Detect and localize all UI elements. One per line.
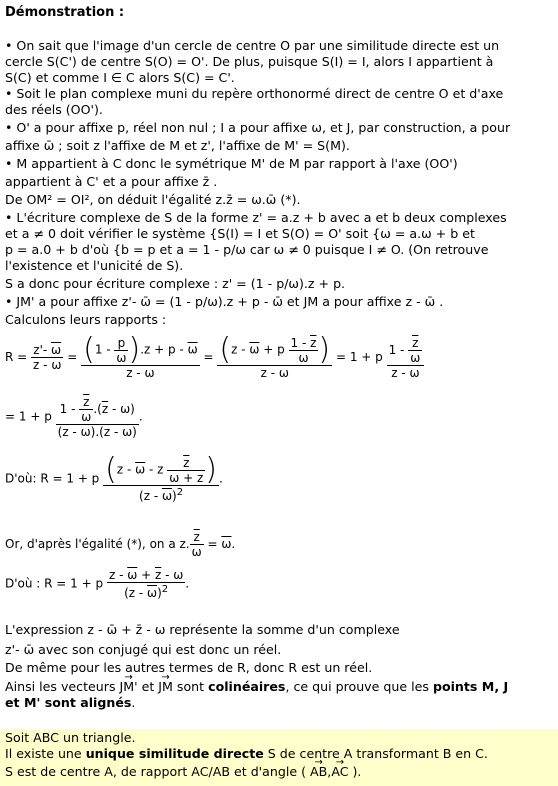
vector-jm: → JM <box>158 679 173 695</box>
text-line: • M appartient à C donc le symétrique M' de M par rapport à l'axe (OO') <box>5 156 458 171</box>
equation-3: D'où: R = 1 + p ($z - \overline{\omega}$ - z $\frac{\overline{z}}{\omega + z}$ ) $(z - \overline{\omega})^2$ . <box>5 452 223 503</box>
equals: = <box>203 350 214 364</box>
text-line: l'existence et l'unicité de S). <box>5 258 184 273</box>
equals: = <box>67 350 78 364</box>
text-line: S a donc pour écriture complexe : z' = (1 - p/ω).z + p. <box>5 276 346 291</box>
or-text: Or, d'après l'égalité (*), on a z. <box>5 537 190 551</box>
dou-label: D'où : R = 1 + p <box>5 576 104 591</box>
conclusion-text: , ce qui prouve que les <box>285 679 429 694</box>
conclusion-text: . <box>131 695 136 710</box>
text-line: • On sait que l'image d'un cercle de centre O par une similitude directe est un <box>5 38 500 53</box>
text-line: • Soit le plan complexe muni du repère orthonormé direct de centre O et d'axe <box>5 86 504 101</box>
box-text: S de centre A transformant B en C. <box>267 746 488 761</box>
text-line: Calculons leurs rapports : <box>5 312 167 327</box>
fraction: $\frac{z'- \overline{\omega}}{z - \overline{\omega}}$ <box>33 343 62 372</box>
text-line: cercle S(C') de centre S(O) = O'. De plus, puisque S(I) = I, alors I appartient à <box>5 54 494 69</box>
vector-ab: → AB <box>310 764 327 780</box>
box-text: ). <box>352 764 362 779</box>
text-line: affixe ω̄ ; soit z l'affixe de M et z', l'affixe de M' = S(M). <box>5 138 350 153</box>
conclusion-bold: et M' sont alignés <box>5 695 132 710</box>
fraction: ($z - \overline{\omega}$ - z $\frac{\overline{z}}{\omega + z}$ ) $(z - \overline{\omega})^2$ <box>105 452 218 503</box>
equation-4: D'où : R = 1 + p $\frac{z - \overline{\omega} + \overline{z} - \omega}{(z - \overline{\omega})^2}$ . <box>5 568 190 600</box>
conclusion-bold: colinéaires <box>208 679 286 694</box>
text-line: De OM² = OI², on déduit l'égalité z.z̄ = ω.ω̄ (*). <box>5 192 301 207</box>
text-line: des réels (OO'). <box>5 102 103 117</box>
fraction: 1 - $\frac{\overline{z}}{\omega}$ $.(\overline{z} - \omega)$ $(z - \overline{\omega}).(\overline{z} - \omega)$ <box>57 395 137 439</box>
equation-or: Or, d'après l'égalité (*), on a z. $\frac{\overline{z}}{\omega}$ = $\overline{\omega}$. <box>5 530 236 559</box>
box-bold: unique similitude directe <box>85 746 264 761</box>
box-line-3 <box>5 764 361 780</box>
text-line: z'- ω̄ avec son conjugé qui est donc un réel. <box>5 642 282 657</box>
fraction: (1 - $\frac{p}{\omega}$ )$.z + p - \overline{\omega}$ z - $\overline{\omega}$ <box>83 332 198 380</box>
fraction: 1 - $\frac{\overline{z}}{\omega}$ z - $\overline{\omega}$ <box>387 336 425 380</box>
equation-r <box>5 332 424 380</box>
conclusion-line <box>5 679 508 695</box>
conclusion-bold: points M, J <box>432 679 509 694</box>
text-line: • JM' a pour affixe z'- ω̄ = (1 - p/ω).z + p - ω̄ et JM a pour affixe z - ω̄ . <box>5 294 444 309</box>
text-line: S(C) et comme I ∈ C alors S(C) = C'. <box>5 70 235 85</box>
box-text: , <box>327 764 332 779</box>
text-line: appartient à C' et a pour affixe z̄ . <box>5 174 218 189</box>
vector-jm-prime: → JM' <box>120 679 138 695</box>
equation-2: = 1 + p 1 - $\frac{\overline{z}}{\omega}$ $.(\overline{z} - \omega)$ $(z - \overline{\omega}).(\overline{z} - \omega)$ . <box>5 395 143 439</box>
text-line: p = a.0 + b d'où {b = p et a = 1 - p/ω car ω ≠ 0 puisque I ≠ O. (On retrouve <box>5 242 489 257</box>
text-line: et a ≠ 0 doit vérifier le système {S(I) = I et S(O) = O' soit {ω = a.ω + b et <box>5 226 475 241</box>
fraction: $\frac{z - \overline{\omega} + \overline{z} - \omega}{(z - \overline{\omega})^2}$ <box>108 568 184 600</box>
text-line: L'expression z - ω̄ + z̄ - ω représente la somme d'un complexe <box>5 622 400 637</box>
one-plus-p: = 1 + p <box>5 409 52 424</box>
dou-label: D'où: R = 1 + p <box>5 471 100 486</box>
box-line-1: Soit ABC un triangle. <box>5 730 136 745</box>
one-plus-p: = 1 + p <box>335 350 383 364</box>
conclusion-text: et <box>141 679 155 694</box>
box-text: S est de centre A, de rapport AC/AB et d'angle ( <box>5 764 307 779</box>
box-text: Il existe une <box>5 746 82 761</box>
text-line: De même pour les autres termes de R, donc R est un réel. <box>5 660 373 675</box>
box-line-2 <box>5 746 488 762</box>
fraction: ($z - \overline{\omega} + p$ $\frac{1 - \overline{z}}{\omega}$ ) z - $\overline{\omega}$ <box>219 332 331 380</box>
conclusion-line-2 <box>5 695 135 711</box>
text-line: • O' a pour affixe p, réel non nul ; I a pour affixe ω, et J, par construction, a pour <box>5 120 511 135</box>
theorem-box <box>0 729 558 786</box>
conclusion-text: Ainsi les vecteurs <box>5 679 116 694</box>
heading: Démonstration : <box>5 5 125 20</box>
text-line: • L'écriture complexe de S de la forme z' = a.z + b avec a et b deux complexes <box>5 210 507 225</box>
r-label: R = <box>5 350 28 364</box>
conclusion-text: sont <box>176 679 205 694</box>
vector-ac: → AC <box>331 764 348 780</box>
